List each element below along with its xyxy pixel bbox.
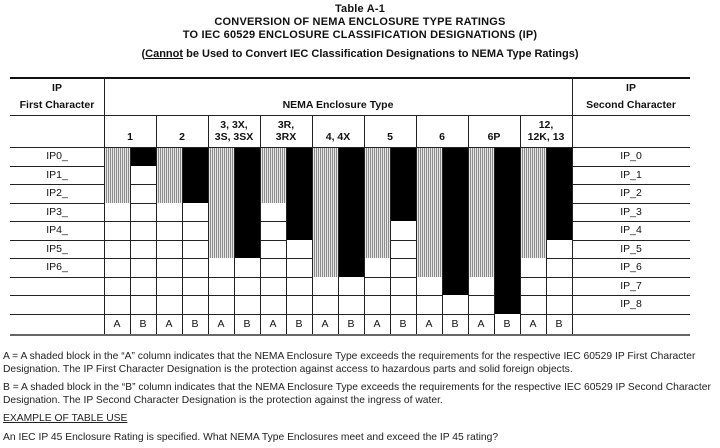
cell-divider	[156, 277, 182, 278]
subtitle-rest: be Used to Convert IEC Classification Designations to NEMA Type Ratings)	[183, 48, 579, 60]
table-number: Table A-1	[334, 3, 386, 15]
nema-type-label-2: 3S, 3SX	[214, 131, 254, 143]
cell-divider	[130, 258, 156, 259]
row-divider-right	[572, 258, 690, 259]
shade-b-block	[286, 147, 312, 240]
row-divider-left	[10, 221, 104, 222]
sub-col-b-label: B	[191, 317, 199, 330]
nema-type-label-1: 3R,	[277, 119, 295, 131]
ab-divider	[182, 147, 183, 334]
cell-divider	[130, 240, 156, 241]
type-col-divider	[416, 115, 417, 334]
row-divider-left	[10, 258, 104, 259]
sub-col-a-label: A	[373, 317, 381, 330]
cell-divider	[390, 314, 416, 315]
ip-first-char-label: IP1_	[46, 168, 68, 181]
nema-type-label-1: 12,	[538, 119, 554, 131]
table-bottom-border	[10, 334, 690, 336]
cell-divider	[156, 221, 182, 222]
sub-col-a-label: A	[217, 317, 225, 330]
sub-col-b-label: B	[295, 317, 303, 330]
left-header-line-2: First Character	[19, 99, 95, 111]
cell-divider	[104, 314, 130, 315]
row-divider-left	[10, 295, 104, 296]
ip-second-char-label: IP_1	[620, 168, 642, 181]
shade-a-block	[156, 147, 182, 203]
sub-col-a-label: A	[269, 317, 277, 330]
type-col-divider	[156, 115, 157, 334]
cell-divider	[286, 295, 312, 296]
shade-a-block	[260, 147, 286, 203]
shade-b-block	[546, 147, 572, 240]
ip-first-char-label: IP5_	[46, 242, 68, 255]
cell-divider	[182, 314, 208, 315]
cell-divider	[104, 258, 130, 259]
shade-b-block	[338, 147, 364, 277]
row-divider-left	[10, 314, 104, 315]
type-col-divider	[208, 115, 209, 334]
cell-divider	[364, 277, 390, 278]
cell-divider	[234, 295, 260, 296]
type-col-divider	[364, 115, 365, 334]
table-title-block	[0, 3, 720, 61]
row-divider-right	[572, 295, 690, 296]
cell-divider	[312, 314, 338, 315]
col-divider-left	[104, 77, 105, 334]
sub-col-b-label: B	[347, 317, 355, 330]
cell-divider	[520, 295, 546, 296]
cell-divider	[286, 277, 312, 278]
nema-type-label-2: 1	[127, 131, 133, 143]
cell-divider	[156, 295, 182, 296]
cell-divider	[260, 295, 286, 296]
cell-divider	[364, 295, 390, 296]
cell-divider	[416, 295, 442, 296]
cell-divider	[208, 295, 234, 296]
cell-divider	[286, 314, 312, 315]
cell-divider	[546, 277, 572, 278]
cell-divider	[338, 295, 364, 296]
sub-col-b-label: B	[139, 317, 147, 330]
sub-col-a-label: A	[477, 317, 485, 330]
shade-a-block	[416, 147, 442, 277]
ip-second-char-label: IP_2	[620, 187, 642, 200]
nema-type-label-2: 2	[179, 131, 185, 143]
table-top-border	[10, 77, 690, 79]
cell-divider	[260, 314, 286, 315]
subtitle-open-paren: (	[141, 48, 146, 60]
center-header: NEMA Enclosure Type	[282, 99, 394, 111]
cell-divider	[390, 295, 416, 296]
ip-second-char-label: IP_0	[620, 150, 642, 162]
cell-divider	[260, 277, 286, 278]
cell-divider	[130, 221, 156, 222]
sub-col-a-label: A	[165, 317, 173, 330]
row-divider-left	[10, 240, 104, 241]
ip-second-char-label: IP_6	[620, 261, 642, 274]
shade-a-block	[468, 147, 494, 277]
cell-divider	[208, 277, 234, 278]
row-divider-left	[10, 166, 104, 167]
cell-divider	[546, 258, 572, 259]
row-divider-left	[10, 277, 104, 278]
cell-divider	[104, 277, 130, 278]
shade-a-block	[520, 147, 546, 258]
sub-col-b-label: B	[451, 317, 459, 330]
cell-divider	[338, 314, 364, 315]
row-divider-right	[572, 203, 690, 204]
table-subtitle	[0, 48, 720, 61]
cell-divider	[104, 240, 130, 241]
shade-b-block	[130, 147, 156, 166]
ip-second-char-label: IP_4	[620, 224, 642, 237]
row-divider-left	[10, 203, 104, 204]
example-heading: EXAMPLE OF TABLE USE	[3, 413, 128, 424]
cell-divider	[104, 221, 130, 222]
cell-divider	[546, 295, 572, 296]
conversion-table	[10, 77, 690, 333]
row-divider-right	[572, 166, 690, 167]
nema-type-label-2: 12K, 13	[527, 131, 565, 143]
ip-second-char-label: IP_5	[620, 242, 642, 255]
ip-first-char-label: IP0_	[46, 150, 68, 162]
type-col-divider	[520, 115, 521, 334]
cell-divider	[442, 314, 468, 315]
ab-divider	[338, 147, 339, 334]
cell-divider	[182, 258, 208, 259]
subtitle-emphasis: Cannot	[145, 48, 184, 60]
note-b: B = A shaded block in the “B” column indicates that the NEMA Enclosure Type exceeds the requirements for the respective IEC 60529 IP Second Character Designation. The IP Second Character Designation is the protection against the ingress of water.	[3, 382, 711, 406]
type-col-divider	[260, 115, 261, 334]
cell-divider	[104, 295, 130, 296]
table-title-line-2: TO IEC 60529 ENCLOSURE CLASSIFICATION DESIGNATIONS (IP)	[182, 29, 538, 41]
sub-col-a-label: A	[321, 317, 329, 330]
note-a: A = A shaded block in the “A” column indicates that the NEMA Enclosure Type exceeds the requirements for the respective IEC 60529 IP First Character Designation. The IP First Character Designation is the protection against access to hazardous parts and solid foreign objects.	[3, 351, 696, 375]
ip-second-char-label: IP_3	[620, 205, 642, 218]
cell-divider	[182, 295, 208, 296]
row-divider-right	[572, 314, 690, 315]
cell-divider	[546, 314, 572, 315]
cell-divider	[520, 277, 546, 278]
cell-divider	[468, 314, 494, 315]
row-divider-right	[572, 277, 690, 278]
shade-b-block	[234, 147, 260, 258]
ip-first-char-label: IP3_	[46, 205, 68, 218]
cell-divider	[130, 314, 156, 315]
row-divider-right	[572, 221, 690, 222]
shade-b-block	[442, 147, 468, 295]
sub-col-a-label: A	[113, 317, 121, 330]
ab-divider	[442, 147, 443, 334]
cell-divider	[182, 277, 208, 278]
cell-divider	[130, 203, 156, 204]
sub-col-a-label: A	[529, 317, 537, 330]
ab-divider	[494, 147, 495, 334]
cell-divider	[182, 221, 208, 222]
type-col-divider	[312, 115, 313, 334]
sub-col-b-label: B	[555, 317, 563, 330]
nema-type-label-2: 4, 4X	[325, 131, 351, 143]
cell-divider	[208, 314, 234, 315]
cell-divider	[390, 258, 416, 259]
cell-divider	[390, 240, 416, 241]
shade-b-block	[182, 147, 208, 203]
shade-a-block	[312, 147, 338, 277]
ab-divider	[286, 147, 287, 334]
cell-divider	[156, 240, 182, 241]
nema-type-label-2: 6P	[487, 131, 501, 143]
left-header-line-1: IP	[52, 82, 62, 94]
ip-second-char-label: IP_7	[620, 279, 642, 292]
ab-divider	[546, 147, 547, 334]
cell-divider	[260, 240, 286, 241]
cell-divider	[234, 314, 260, 315]
right-header-line-1: IP	[626, 82, 636, 94]
cell-divider	[130, 184, 156, 185]
ip-first-char-label: IP2_	[46, 187, 68, 200]
cell-divider	[260, 258, 286, 259]
nema-type-label-1: 3, 3X,	[220, 119, 248, 131]
sub-col-a-label: A	[425, 317, 433, 330]
ab-divider	[390, 147, 391, 334]
nema-type-label-2: 5	[387, 131, 393, 143]
right-header-line-2: Second Character	[586, 99, 676, 111]
header-divider-2	[10, 147, 690, 148]
cell-divider	[416, 314, 442, 315]
cell-divider	[260, 221, 286, 222]
cell-divider	[468, 295, 494, 296]
sub-col-b-label: B	[399, 317, 407, 330]
cell-divider	[312, 295, 338, 296]
table-notes	[3, 351, 715, 448]
cell-divider	[364, 314, 390, 315]
ab-divider	[234, 147, 235, 334]
shade-b-block	[390, 147, 416, 221]
table-title-line-1: CONVERSION OF NEMA ENCLOSURE TYPE RATINGS	[214, 16, 506, 28]
shade-a-block	[104, 147, 130, 203]
cell-divider	[286, 258, 312, 259]
cell-divider	[390, 277, 416, 278]
nema-type-label-2: 3RX	[275, 131, 297, 143]
example-text: An IEC IP 45 Enclosure Rating is specified. What NEMA Type Enclosures meet and exceed the IP 45 rating?	[3, 431, 499, 443]
shade-a-block	[208, 147, 234, 258]
shade-b-block	[494, 147, 520, 314]
cell-divider	[520, 314, 546, 315]
row-divider-left	[10, 184, 104, 185]
cell-divider	[130, 277, 156, 278]
ab-divider	[130, 147, 131, 334]
row-divider-right	[572, 184, 690, 185]
cell-divider	[234, 277, 260, 278]
cell-divider	[130, 295, 156, 296]
row-divider-right	[572, 240, 690, 241]
cell-divider	[156, 314, 182, 315]
header-divider-1	[10, 115, 690, 116]
nema-type-label-2: 6	[439, 131, 445, 143]
ip-first-char-label: IP6_	[46, 261, 68, 274]
shade-a-block	[364, 147, 390, 258]
ip-first-char-label: IP4_	[46, 224, 68, 237]
type-col-divider	[468, 115, 469, 334]
sub-col-b-label: B	[243, 317, 251, 330]
cell-divider	[182, 240, 208, 241]
sub-col-b-label: B	[503, 317, 511, 330]
ip-second-char-label: IP_8	[620, 298, 642, 311]
cell-divider	[156, 258, 182, 259]
